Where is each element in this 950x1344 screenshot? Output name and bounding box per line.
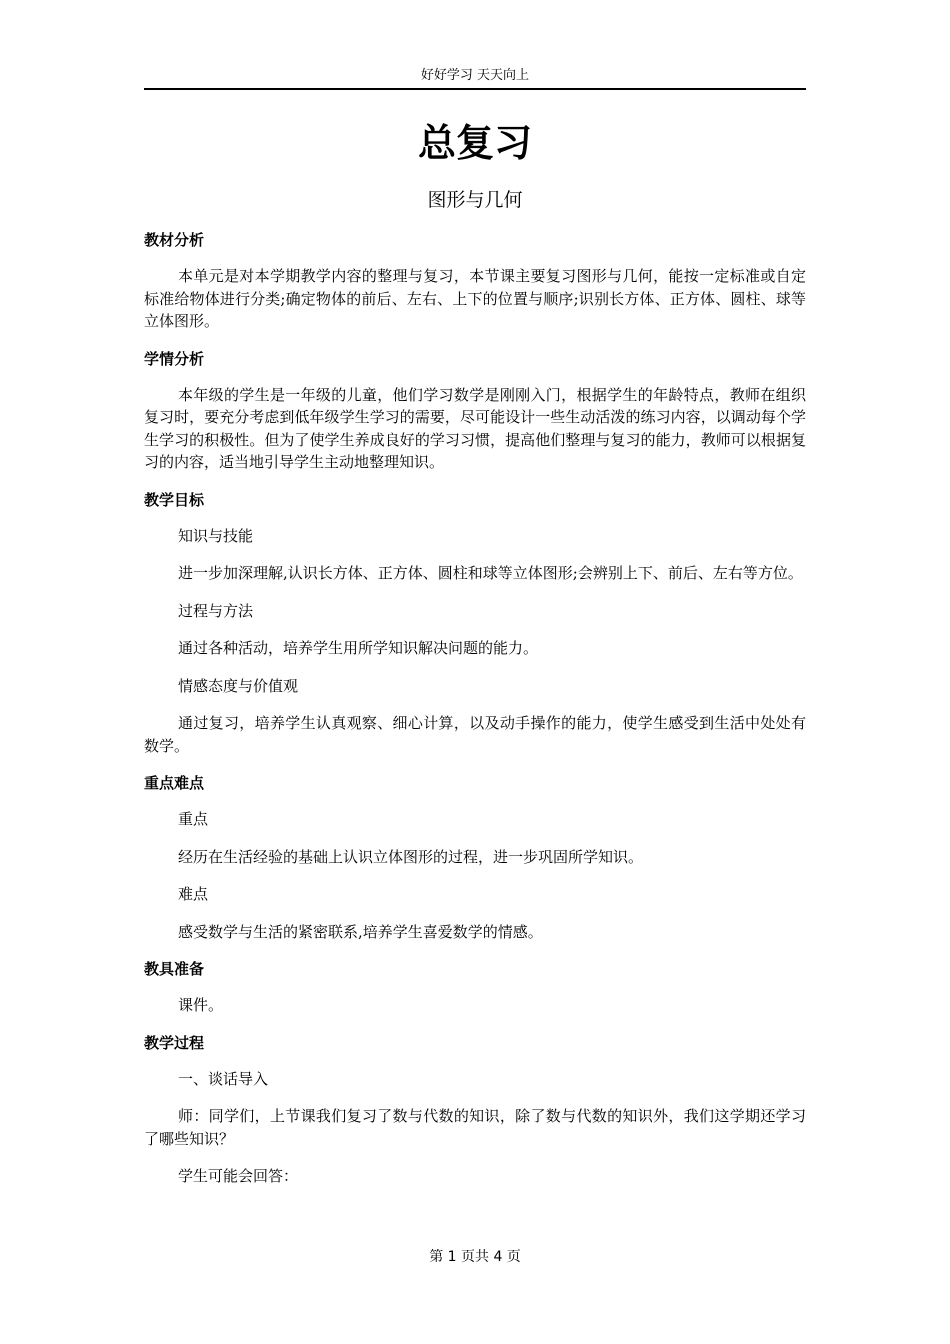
subheading: 一、谈话导入 — [178, 1069, 269, 1088]
subheading: 知识与技能 — [178, 526, 254, 545]
document-subtitle: 图形与几何 — [427, 189, 523, 211]
paragraph: 感受数学与生活的紧密联系,培养学生喜爱数学的情感。 — [178, 922, 543, 941]
paragraph: 进一步加深理解,认识长方体、正方体、圆柱和球等立体图形;会辨别上下、前后、左右等方位。 — [178, 564, 803, 582]
section-heading-students: 学情分析 — [144, 349, 205, 368]
subheading: 难点 — [178, 885, 209, 903]
header-divider — [144, 88, 806, 90]
page-footer: 第 1 页共 4 页 — [429, 1249, 521, 1265]
page-header: 好好学习 天天向上 — [420, 68, 530, 83]
paragraph: 通过各种活动，培养学生用所学知识解决问题的能力。 — [178, 639, 539, 657]
section-heading-tools: 教具准备 — [144, 960, 205, 978]
section-heading-process: 教学过程 — [144, 1033, 205, 1052]
document-body — [144, 229, 806, 1203]
subheading: 情感态度与价值观 — [178, 676, 299, 695]
paragraph: 通过复习，培养学生认真观察、细心计算，以及动手操作的能力，使学生感受到生活中处处有数学。 — [144, 714, 806, 755]
section-heading-keypoints: 重点难点 — [144, 774, 205, 792]
document-title: 总复习 — [417, 121, 532, 165]
paragraph: 本年级的学生是一年级的儿童，他们学习数学是刚刚入门，根据学生的年龄特点，教师在组织复习时，要充分考虑到低年级学生学习的需要，尽可能设计一些生动活泼的练习内容，以调动每个学生学习的积极性。但为了使学生养成良好的学习习惯，提高他们整理与复习的能力，教师可以根据复习的内容，适当地引导学生主动地整理知识。 — [144, 385, 806, 471]
paragraph: 师：同学们，上节课我们复习了数与代数的知识，除了数与代数的知识外，我们这学期还学习了哪些知识？ — [144, 1107, 806, 1148]
paragraph: 学生可能会回答： — [178, 1167, 299, 1185]
section-heading-goals: 教学目标 — [144, 490, 205, 509]
subheading: 过程与方法 — [178, 601, 254, 620]
subheading: 重点 — [178, 810, 209, 828]
paragraph: 经历在生活经验的基础上认识立体图形的过程，进一步巩固所学知识。 — [178, 847, 644, 866]
paragraph: 课件。 — [178, 996, 224, 1014]
paragraph: 本单元是对本学期教学内容的整理与复习，本节课主要复习图形与几何，能按一定标准或自定标准给物体进行分类;确定物体的前后、左右、上下的位置与顺序;识别长方体、正方体、圆柱、球等立体图形。 — [144, 267, 806, 330]
section-heading-analysis: 教材分析 — [144, 231, 205, 249]
